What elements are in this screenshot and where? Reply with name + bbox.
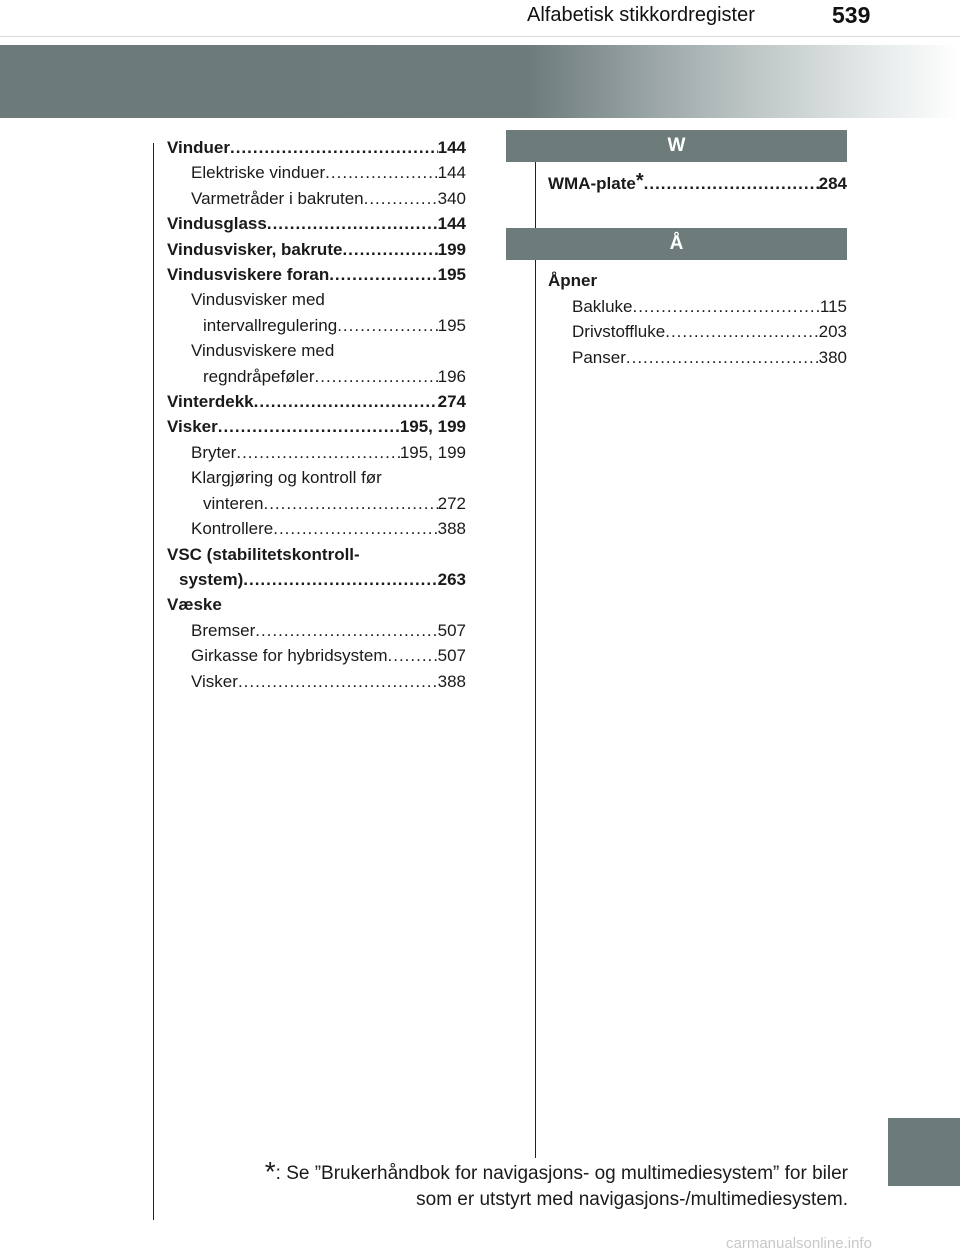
index-subentry: Vindusviskere med	[191, 341, 335, 361]
index-entry-continuation: system) ..... 263	[167, 567, 466, 592]
index-subentry: Klargjøring og kontroll før	[191, 468, 382, 488]
page-number: 539	[832, 2, 871, 28]
footnote-star: *	[264, 1156, 276, 1187]
index-subentry: Kontrollere ..... 388	[167, 516, 466, 541]
header-banner	[0, 45, 960, 118]
index-subentry-continuation: regndråpeføler ..... 196	[167, 364, 466, 389]
footnote-line-2: som er utstyrt med navigasjons-/multimediesystem.	[416, 1189, 848, 1210]
index-subentry: Visker ..... 388	[167, 669, 466, 694]
index-subentry: Bremser ..... 507	[167, 618, 466, 643]
footnote-line-1: *: Se ”Brukerhåndbok for navigasjons- og multimediesystem” for biler	[264, 1156, 848, 1187]
index-entry: Vindusviskere foran ..... 195	[167, 262, 466, 287]
index-subentry: Varmetråder i bakruten ..... 340	[167, 186, 466, 211]
section-header-w: W	[506, 130, 847, 162]
column-divider	[535, 143, 536, 1158]
index-subentry: Panser ..... 380	[548, 345, 847, 370]
index-subentry-continuation: intervallregulering ..... 195	[167, 313, 466, 338]
index-entry: VSC (stabilitetskontroll-	[167, 544, 360, 564]
index-subentry: Bakluke ..... 115	[548, 294, 847, 319]
index-entry: Visker ..... 195, 199	[167, 414, 466, 439]
index-entry: Vindusvisker, bakrute ..... 199	[167, 237, 466, 262]
index-subentry: Elektriske vinduer ..... 144	[167, 160, 466, 185]
index-subentry: Vindusvisker med	[191, 290, 325, 310]
header-divider	[0, 36, 960, 37]
page-header-title: Alfabetisk stikkordregister	[527, 4, 755, 26]
thumb-index-tab	[888, 1118, 960, 1186]
left-margin-rule	[153, 143, 154, 1220]
index-entry: Åpner	[548, 271, 598, 291]
footnote	[205, 1156, 848, 1213]
index-entry: Vindusglass ..... 144	[167, 211, 466, 236]
index-subentry: Bryter ..... 195, 199	[167, 440, 466, 465]
index-entry: WMA-plate * ..... 284	[548, 171, 847, 196]
index-subentry: Girkasse for hybridsystem ..... 507	[167, 643, 466, 668]
index-entry: Væske	[167, 595, 222, 615]
section-header-aa: Å	[506, 228, 847, 260]
index-entry: Vinterdekk ..... 274	[167, 389, 466, 414]
index-column-right	[548, 130, 847, 370]
index-entry: Vinduer ..... 144	[167, 135, 466, 160]
index-subentry: Drivstoffluke ..... 203	[548, 319, 847, 344]
index-column-left	[167, 135, 466, 694]
index-subentry-continuation: vinteren ..... 272	[167, 491, 466, 516]
watermark: carmanualsonline.info	[726, 1235, 872, 1252]
